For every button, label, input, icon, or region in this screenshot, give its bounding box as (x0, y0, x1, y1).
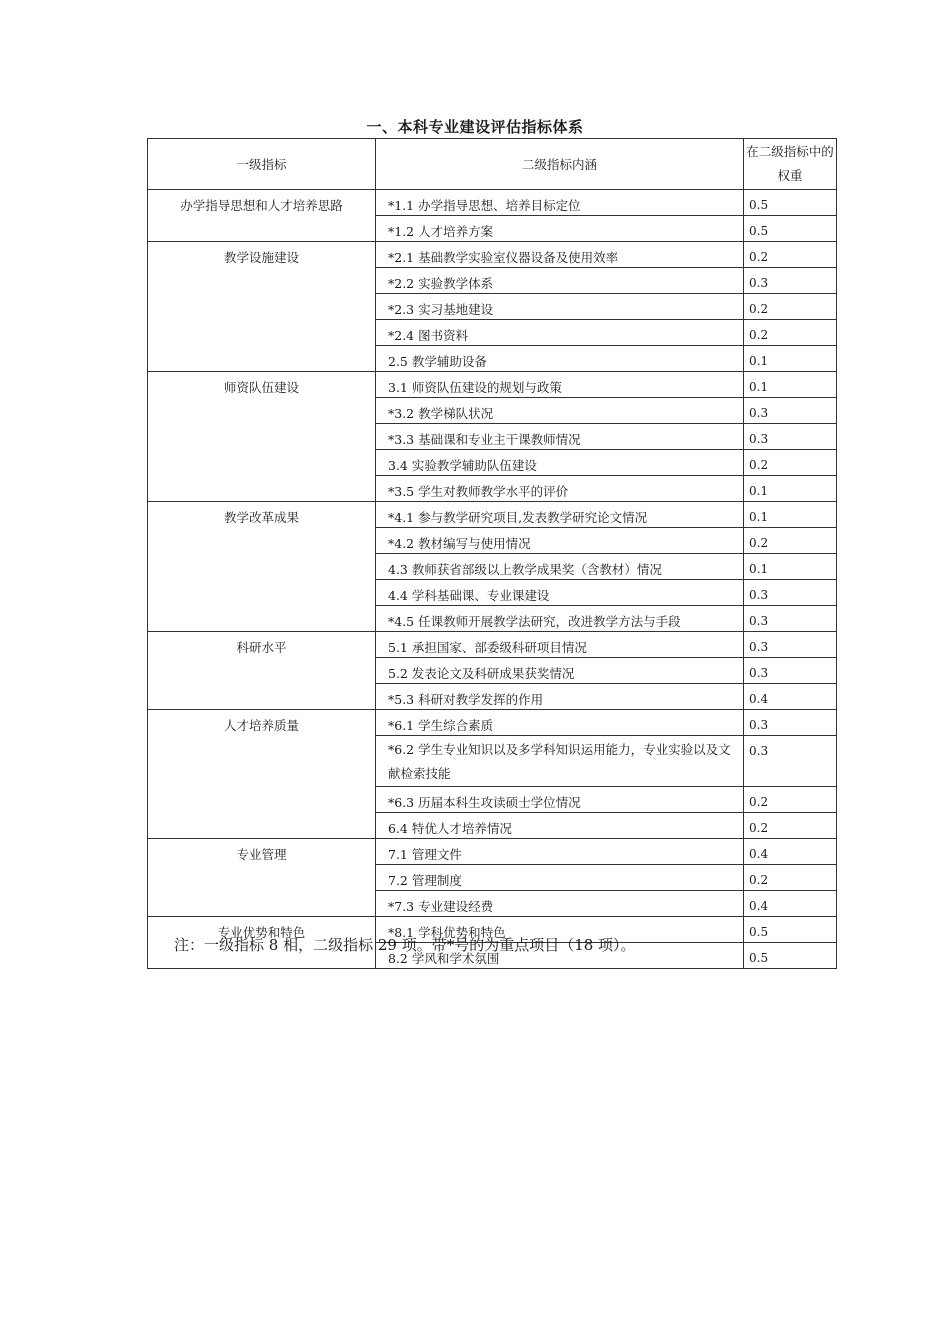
level2-indicator: 4.3 教师获省部级以上教学成果奖（含教材）情况 (376, 554, 744, 580)
weight-value: 0.3 (744, 268, 837, 294)
footnote: 注：一级指标 8 相，二级指标 29 项。带*号的为重点项目（18 项）。 (174, 936, 636, 954)
level1-indicator: 人才培养质量 (148, 710, 376, 839)
weight-value: 0.4 (744, 684, 837, 710)
level1-indicator: 专业管理 (148, 839, 376, 917)
level1-indicator: 教学设施建设 (148, 242, 376, 372)
level2-indicator: 5.2 发表论文及科研成果获奖情况 (376, 658, 744, 684)
level2-indicator: *6.2 学生专业知识以及多学科知识运用能力，专业实验以及文献检索技能 (376, 736, 744, 787)
level2-indicator: 3.4 实验教学辅助队伍建设 (376, 450, 744, 476)
weight-value: 0.4 (744, 891, 837, 917)
table-row (148, 242, 837, 268)
level1-indicator: 办学指导思想和人才培养思路 (148, 190, 376, 242)
weight-value: 0.1 (744, 502, 837, 528)
weight-value: 0.3 (744, 398, 837, 424)
weight-value: 0.2 (744, 865, 837, 891)
table-row (148, 190, 837, 216)
table-row (148, 502, 837, 528)
weight-value: 0.2 (744, 450, 837, 476)
level1-indicator: 教学改革成果 (148, 502, 376, 632)
level2-indicator: *4.5 任课教师开展教学法研究，改进教学方法与手段 (376, 606, 744, 632)
level2-indicator: *4.2 教材编写与使用情况 (376, 528, 744, 554)
weight-value: 0.1 (744, 476, 837, 502)
weight-value: 0.5 (744, 216, 837, 242)
weight-value: 0.2 (744, 528, 837, 554)
weight-value: 0.2 (744, 320, 837, 346)
weight-value: 0.3 (744, 580, 837, 606)
table-row (148, 632, 837, 658)
weight-value: 0.3 (744, 710, 837, 736)
level2-indicator: *2.2 实验教学体系 (376, 268, 744, 294)
level2-indicator: *3.5 学生对教师教学水平的评价 (376, 476, 744, 502)
level2-indicator: *1.1 办学指导思想、培养目标定位 (376, 190, 744, 216)
level2-indicator: *5.3 科研对教学发挥的作用 (376, 684, 744, 710)
table-header-row (148, 139, 837, 190)
table-row (148, 372, 837, 398)
weight-value: 0.2 (744, 813, 837, 839)
weight-value: 0.3 (744, 606, 837, 632)
level2-indicator: *4.1 参与教学研究项目,发表教学研究论文情况 (376, 502, 744, 528)
weight-value: 0.3 (744, 658, 837, 684)
weight-value: 0.5 (744, 190, 837, 216)
weight-value: 0.5 (744, 917, 837, 943)
level2-indicator: 4.4 学科基础课、专业课建设 (376, 580, 744, 606)
weight-value: 0.3 (744, 736, 837, 787)
weight-value: 0.1 (744, 372, 837, 398)
header-weight: 在二级指标中的权重 (744, 139, 837, 190)
indicator-table (147, 138, 837, 969)
weight-value: 0.1 (744, 346, 837, 372)
weight-value: 0.2 (744, 787, 837, 813)
level2-indicator: 7.1 管理文件 (376, 839, 744, 865)
level2-indicator: *6.1 学生综合素质 (376, 710, 744, 736)
level1-indicator: 专业优势和特色 (148, 917, 376, 969)
level2-indicator: *1.2 人才培养方案 (376, 216, 744, 242)
header-level2: 二级指标内涵 (376, 139, 744, 190)
level2-indicator: *2.3 实习基地建设 (376, 294, 744, 320)
level2-indicator: 5.1 承担国家、部委级科研项目情况 (376, 632, 744, 658)
level2-indicator: *3.2 教学梯队状况 (376, 398, 744, 424)
level2-indicator: *8.1 学科优势和特色 (376, 917, 744, 943)
level2-indicator: 7.2 管理制度 (376, 865, 744, 891)
weight-value: 0.2 (744, 242, 837, 268)
level2-indicator: 6.4 特优人才培养情况 (376, 813, 744, 839)
level2-indicator: *7.3 专业建设经费 (376, 891, 744, 917)
weight-value: 0.4 (744, 839, 837, 865)
page-title: 一、本科专业建设评估指标体系 (366, 118, 584, 136)
level2-indicator: 3.1 师资队伍建设的规划与政策 (376, 372, 744, 398)
level2-indicator: *2.1 基础教学实验室仪器设备及使用效率 (376, 242, 744, 268)
weight-value: 0.5 (744, 943, 837, 969)
level1-indicator: 师资队伍建设 (148, 372, 376, 502)
weight-value: 0.2 (744, 294, 837, 320)
table-row (148, 839, 837, 865)
weight-value: 0.1 (744, 554, 837, 580)
level1-indicator: 科研水平 (148, 632, 376, 710)
header-level1: 一级指标 (148, 139, 376, 190)
level2-indicator: *3.3 基础课和专业主干课教师情况 (376, 424, 744, 450)
table-body (148, 190, 837, 969)
table-row (148, 710, 837, 736)
level2-indicator: *6.3 历届本科生攻读硕士学位情况 (376, 787, 744, 813)
level2-indicator: 8.2 学风和学术氛围 (376, 943, 744, 969)
weight-value: 0.3 (744, 424, 837, 450)
level2-indicator: *2.4 图书资料 (376, 320, 744, 346)
weight-value: 0.3 (744, 632, 837, 658)
level2-indicator: 2.5 教学辅助设备 (376, 346, 744, 372)
